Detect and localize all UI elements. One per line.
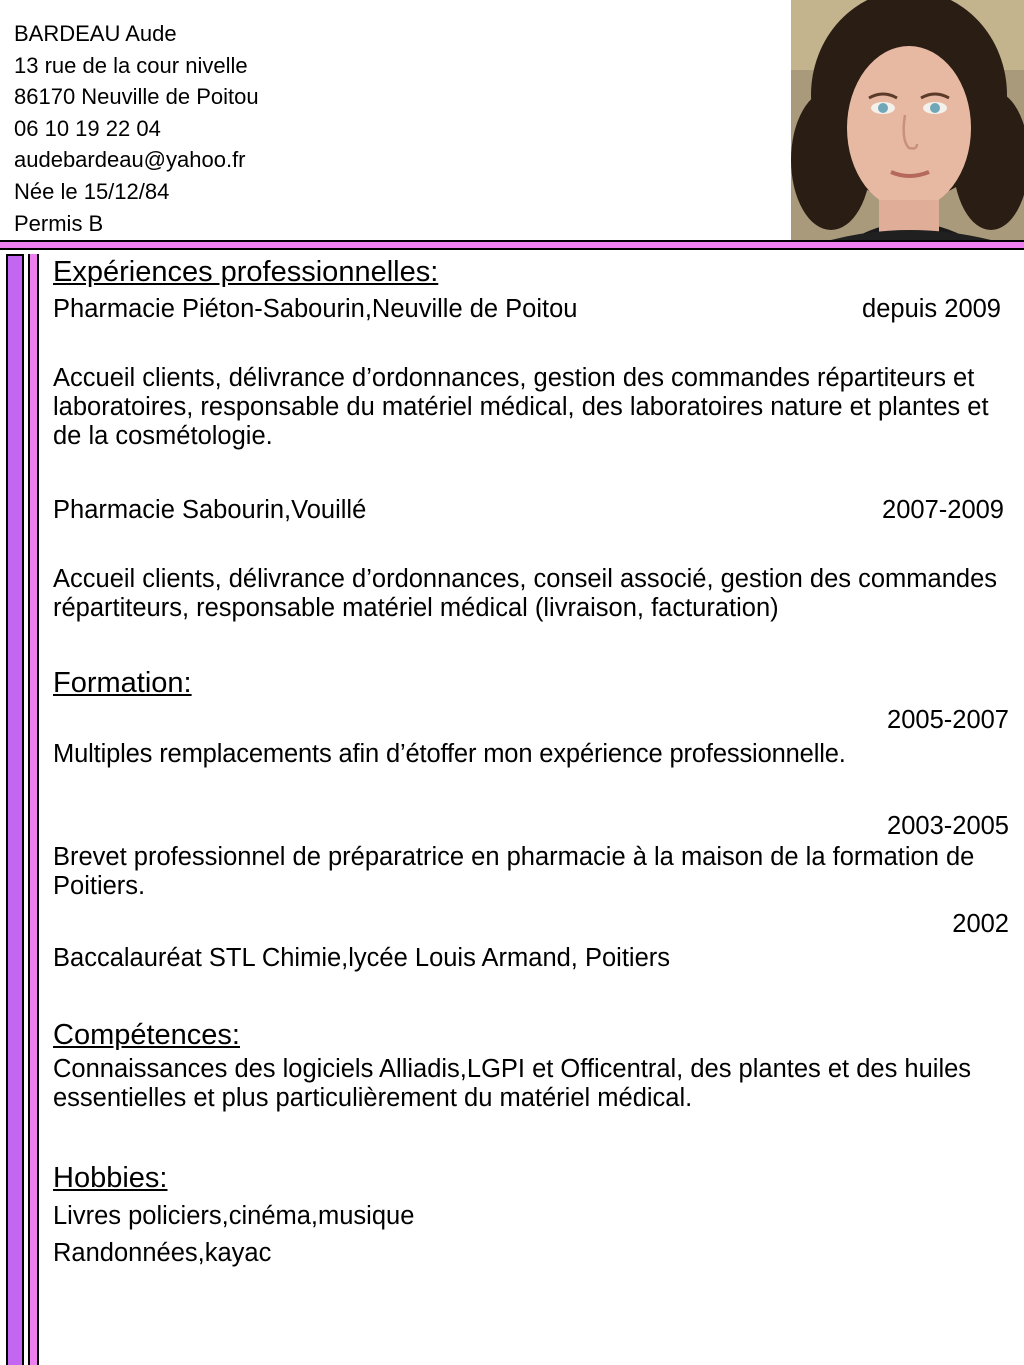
contact-license: Permis B (14, 210, 104, 236)
job-header (53, 493, 1009, 527)
contact-street: 13 rue de la cour nivelle (14, 52, 248, 78)
contact-name: BARDEAU Aude (14, 21, 177, 46)
formation-item: Multiples remplacements afin d’étoffer mon expérience professionnelle. (53, 740, 846, 768)
contact-email: audebardeau@yahoo.fr (14, 147, 246, 173)
experience-heading: Expériences professionnelles: (53, 256, 439, 288)
job-place: Pharmacie Piéton-Sabourin,Neuville de Poitou (53, 295, 578, 323)
contact-block (14, 18, 259, 239)
formation-period: 2002 (952, 910, 1009, 938)
skills-heading: Compétences: (53, 1019, 240, 1051)
job-description: Accueil clients, délivrance d’ordonnances, gestion des commandes répartiteurs et laboratoires, responsable du matériel médical, des laboratoires nature et plantes et de la cosmétologie. (53, 364, 989, 450)
formation-item: Baccalauréat STL Chimie,lycée Louis Armand, Poitiers (53, 944, 671, 972)
job-place: Pharmacie Sabourin,Vouillé (53, 496, 367, 524)
header-divider-bar (0, 240, 1024, 250)
contact-birth: Née le 15/12/84 (14, 178, 170, 204)
job-period: 2007-2009 (882, 496, 1004, 524)
formation-period: 2003-2005 (887, 812, 1009, 840)
contact-city: 86170 Neuville de Poitou (14, 84, 259, 110)
hobbies-heading: Hobbies: (53, 1162, 168, 1194)
pink-side-bar (28, 254, 39, 1365)
profile-photo (791, 0, 1024, 240)
contact-phone: 06 10 19 22 04 (14, 115, 161, 141)
purple-side-bar (6, 254, 24, 1365)
cv-body (53, 252, 1009, 1272)
cv-header (0, 0, 1024, 240)
skills-text: Connaissances des logiciels Alliadis,LGPI et Officentral, des plantes et des huiles essentielles et plus particulièrement du matériel médical. (53, 1055, 972, 1112)
job-period: depuis 2009 (862, 295, 1001, 323)
formation-heading: Formation: (53, 667, 192, 699)
hobby-item: Randonnées,kayac (53, 1239, 272, 1267)
formation-item: Brevet professionnel de préparatrice en pharmacie à la maison de la formation de Poitiers. (53, 843, 975, 900)
formation-period: 2005-2007 (887, 706, 1009, 734)
job-description: Accueil clients, délivrance d’ordonnances, conseil associé, gestion des commandes répartiteurs, responsable matériel médical (livraison, facturation) (53, 565, 998, 622)
job-header (53, 292, 1009, 326)
hobby-item: Livres policiers,cinéma,musique (53, 1202, 415, 1230)
